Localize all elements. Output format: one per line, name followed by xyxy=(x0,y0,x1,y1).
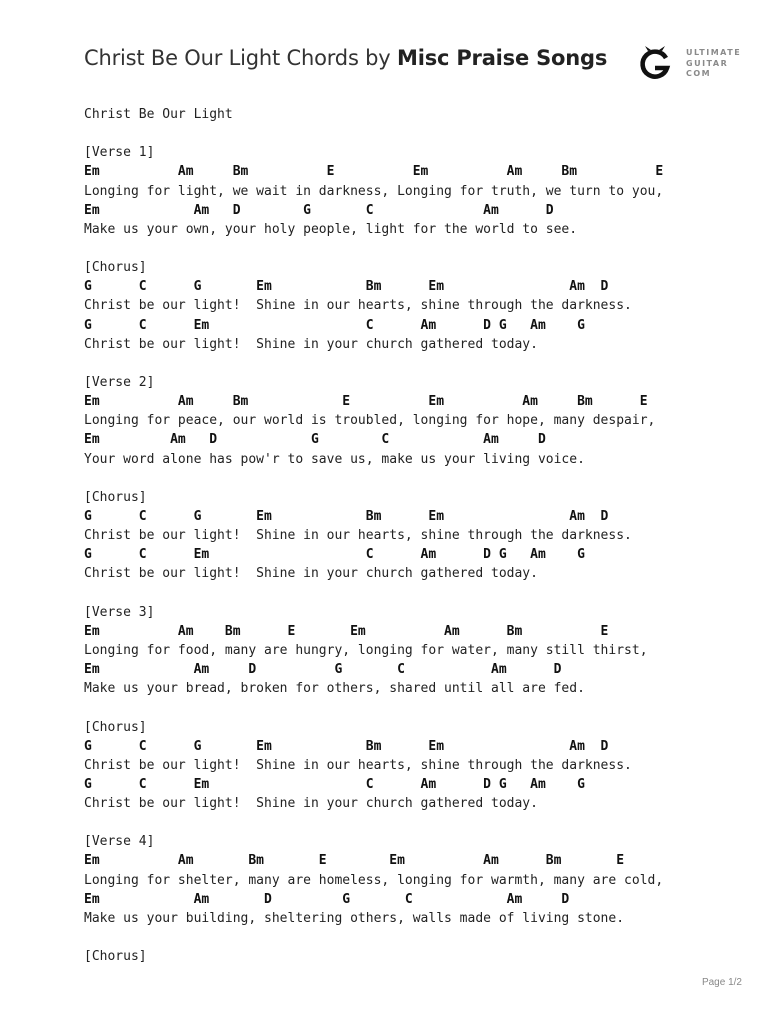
lyric-line: [Verse 3] xyxy=(84,604,155,620)
chord-line: G C Em C Am D G Am G xyxy=(84,547,585,563)
lyric-line: Christ Be Our Light xyxy=(84,107,233,122)
blank-line xyxy=(84,928,744,947)
lyric-line: Your word alone has pow'r to save us, make us your living voice. xyxy=(84,451,585,467)
lyric-line: [Verse 2] xyxy=(84,374,155,390)
chord-line: Em Am Bm E Em Am Bm E xyxy=(84,853,625,869)
chord-line: G C Em C Am D G Am G xyxy=(84,317,585,333)
song-title: Christ Be Our Light Chords by xyxy=(84,46,397,70)
lyric-line: [Chorus] xyxy=(84,949,147,965)
lyric-line: [Verse 1] xyxy=(84,145,155,161)
lyric-line: Christ be our light! Shine in our hearts, shine through the darkness. xyxy=(84,298,632,314)
lyric-line: Longing for peace, our world is troubled, longing for hope, many despair, xyxy=(84,413,656,429)
blank-line xyxy=(84,469,744,488)
blank-line xyxy=(84,584,744,603)
chord-sheet xyxy=(84,105,744,966)
chord-line: Em Am Bm E Em Am Bm E xyxy=(84,164,664,180)
lyric-line: Longing for shelter, many are homeless, longing for warmth, many are cold, xyxy=(84,872,664,888)
chord-line: Em Am D G C Am D xyxy=(84,432,546,448)
ultimate-guitar-logo[interactable] xyxy=(636,44,746,84)
lyric-line: Longing for food, many are hungry, longing for water, many still thirst, xyxy=(84,642,648,658)
lyric-line: Longing for light, we wait in darkness, Longing for truth, we turn to you, xyxy=(84,183,664,199)
lyric-line: Make us your own, your holy people, light for the world to see. xyxy=(84,221,578,237)
lyric-line: Christ be our light! Shine in your church gathered today. xyxy=(84,566,538,582)
lyric-line: Make us your bread, broken for others, shared until all are fed. xyxy=(84,681,585,697)
page-number: Page 1/2 xyxy=(701,977,742,988)
ultimate-guitar-logo-icon xyxy=(636,44,676,84)
chord-line: G C G Em Bm Em Am D xyxy=(84,738,609,754)
ultimate-guitar-wordmark: ULTIMATE GUITAR COM xyxy=(686,48,742,78)
lyric-line: [Verse 4] xyxy=(84,834,155,850)
lyric-line: [Chorus] xyxy=(84,489,147,505)
lyric-line: Make us your building, sheltering others, walls made of living stone. xyxy=(84,910,625,926)
lyric-line: Christ be our light! Shine in our hearts, shine through the darkness. xyxy=(84,528,632,544)
lyric-line: [Chorus] xyxy=(84,260,147,276)
blank-line xyxy=(84,124,744,143)
chord-line: G C G Em Bm Em Am D xyxy=(84,508,609,524)
chord-line: Em Am D G C Am D xyxy=(84,891,570,907)
blank-line xyxy=(84,239,744,258)
chord-line: Em Am Bm E Em Am Bm E xyxy=(84,623,609,639)
chord-line: G C G Em Bm Em Am D xyxy=(84,279,609,295)
page-title xyxy=(84,46,607,70)
artist-link[interactable]: Misc Praise Songs xyxy=(397,46,608,70)
page-header xyxy=(84,44,744,88)
blank-line xyxy=(84,813,744,832)
chord-line: Em Am D G C Am D xyxy=(84,202,554,218)
lyric-line: Christ be our light! Shine in our hearts, shine through the darkness. xyxy=(84,757,632,773)
chord-line: Em Am Bm E Em Am Bm E xyxy=(84,394,648,410)
lyric-line: [Chorus] xyxy=(84,719,147,735)
lyric-line: Christ be our light! Shine in your church gathered today. xyxy=(84,796,538,812)
chord-line: Em Am D G C Am D xyxy=(84,662,562,678)
blank-line xyxy=(84,698,744,717)
chord-line: G C Em C Am D G Am G xyxy=(84,776,585,792)
blank-line xyxy=(84,354,744,373)
lyric-line: Christ be our light! Shine in your church gathered today. xyxy=(84,336,538,352)
